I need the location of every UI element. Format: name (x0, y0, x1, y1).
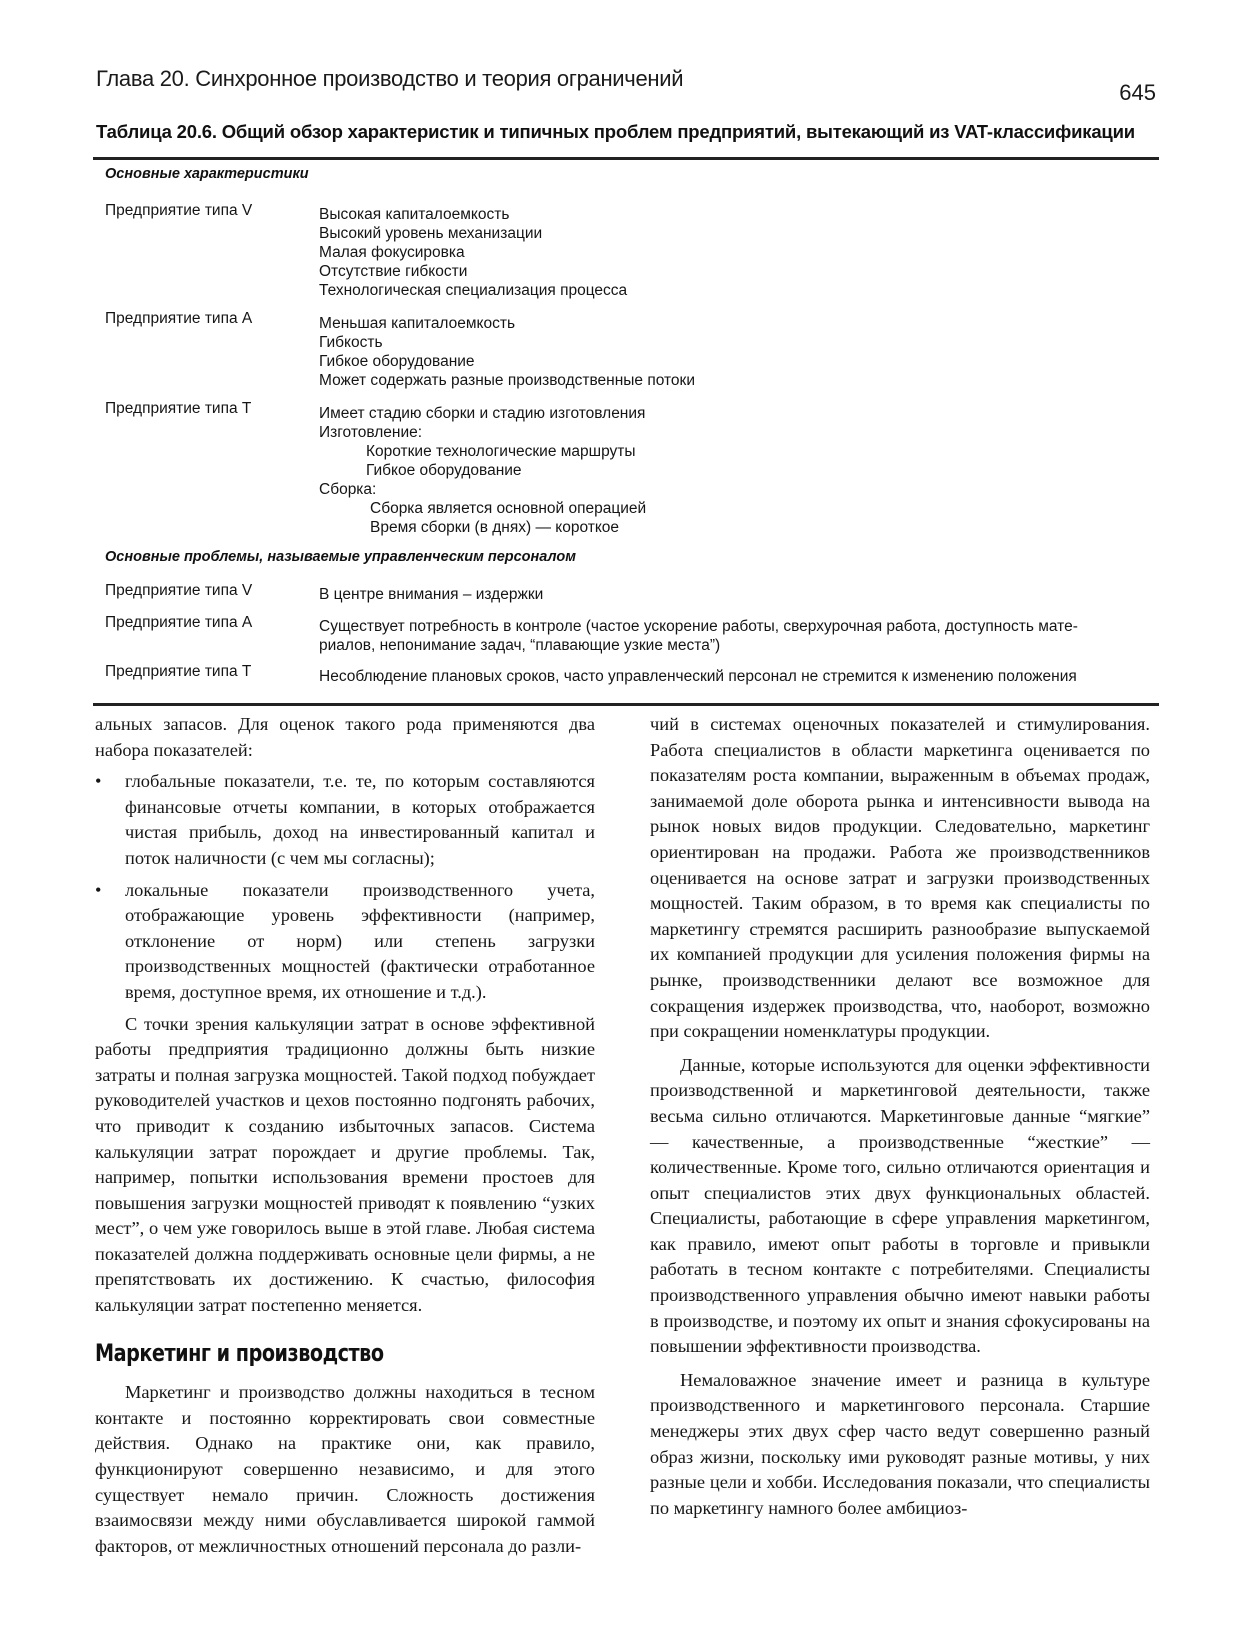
table-line: Время сборки (в днях) — короткое (370, 519, 620, 536)
table-line: Существует потребность в контроле (частое ускорение работы, сверхурочная работа, доступность мате-риалов, непонимание задач, “плавающие узкие места”) (319, 618, 1078, 654)
table-line: Сборка является основной операцией (370, 500, 647, 517)
table-row-body-type-t (319, 667, 1149, 686)
table-line: Высокая капиталоемкость (319, 206, 510, 223)
table-top-rule (93, 157, 1159, 160)
table-line: В центре внимания – издержки (319, 586, 544, 603)
table-row-body-type-t (319, 404, 1149, 537)
bullet-icon: • (95, 879, 102, 900)
table-row-label-type-t: Предприятие типа Т (105, 663, 252, 680)
table-line: Гибкое оборудование (366, 462, 522, 479)
table-row-body-type-a (319, 314, 1149, 390)
table-row-body-type-v (319, 585, 1149, 604)
table-line: Несоблюдение плановых сроков, часто управленческий персонал не стремится к изменению положения (319, 668, 1077, 685)
table-line: Малая фокусировка (319, 244, 465, 261)
table-bottom-rule (93, 703, 1159, 706)
table-line: Гибкость (319, 334, 383, 351)
paragraph: чий в системах оценочных показателей и стимулирования. Работа специалистов в области маркетинга оценивается по показателям роста компании, выраженным в объемах продаж, занимаемой доле оборота рынка и интенсивности вывода на рынок новых видов продукции. Следовательно, маркетинг ориентирован на продажи. Работа же производственников оценивается на основе затрат и загрузки производственных мощностей. Таким образом, в то время как специалисты по маркетингу стремятся расширить разнообразие выпускаемой их компанией продукции для усиления положения фирмы на рынке, производственники делают все возможное для сокращения издержек производства, что, наоборот, возможно при сокращении номенклатуры продукции. (650, 714, 1150, 1042)
right-text-column (650, 712, 1150, 1521)
table-line: Изготовление: (319, 424, 423, 441)
running-head: Глава 20. Синхронное производство и теория ограничений (96, 66, 684, 91)
table-row-label-type-a: Предприятие типа А (105, 614, 253, 631)
paragraph: Данные, которые используются для оценки эффективности производственной и маркетинговой деятельности, также весьма сильно отличаются. Маркетинговые данные “мягкие” — качественные, а производственные “жесткие” — количественные. Кроме того, сильно отличаются ориентация и опыт специалистов этих двух функциональных областей. Специалисты, работающие в сфере управления маркетингом, как правило, имеют опыт работы в торговле и привыкли работать в тесном контакте с потребителями. Специалисты производственного управления обычно имеют навыки работы в производстве, и поэтому их опыт и знания сфокусированы на повышении эффективности производства. (650, 1054, 1150, 1357)
table-line: Отсутствие гибкости (319, 263, 468, 280)
table-caption: Таблица 20.6. Общий обзор характеристик и типичных проблем предприятий, вытекающий из VAT-классификации (96, 121, 1135, 142)
left-text-column (95, 712, 595, 1559)
table-line: Имеет стадию сборки и стадию изготовления (319, 405, 646, 422)
table-section-heading-characteristics: Основные характеристики (105, 166, 309, 182)
section-heading: Маркетинг и производство (95, 1338, 384, 1367)
paragraph: С точки зрения калькуляции затрат в основе эффективной работы предприятия традиционно должны быть низкие затраты и полная загрузка мощностей. Такой подход побуждает руководителей участков и цехов постоянно подгонять рабочих, что приводит к созданию избыточных запасов. Система калькуляции затрат порождает и другие проблемы. Так, например, попытки использования времени простоев для повышения загрузки мощностей приводят к появлению “узких мест”, о чем уже говорилось выше в этой главе. Любая система показателей должна поддерживать основные цели фирмы, а не препятствовать их достижению. К счастью, философия калькуляции затрат постепенно меняется. (95, 1013, 595, 1316)
paragraph: Маркетинг и производство должны находиться в тесном контакте и постоянно корректировать свои совместные действия. Однако на практике они, как правило, функционируют совершенно независимо, и для этого существует немало причин. Сложность достижения взаимосвязи между ними обуславливается широкой гаммой факторов, от межличностных отношений персонала до разли- (95, 1382, 595, 1556)
table-line: Сборка: (319, 481, 377, 498)
table-row-label-type-v: Предприятие типа V (105, 202, 253, 219)
bullet-icon: • (95, 771, 102, 792)
list-item (95, 878, 595, 1006)
paragraph: Немаловажное значение имеет и разница в культуре производственного и маркетингового персонала. Старшие менеджеры этих двух сфер часто ведут совершенно разный образ жизни, поскольку ими руководят разные мотивы, у них разные цели и хобби. Исследования показали, что специалисты по маркетингу намного более амбициоз- (650, 1369, 1150, 1518)
list-item-text: глобальные показатели, т.е. те, по которым составляются финансовые отчеты компании, в которых отображается чистая прибыль, доход на инвестированный капитал и поток наличности (с чем мы согласны); (125, 771, 595, 868)
table-row-label-type-v: Предприятие типа V (105, 582, 253, 599)
table-line: Короткие технологические маршруты (366, 443, 636, 460)
table-line: Гибкое оборудование (319, 353, 475, 370)
page-number: 645 (1119, 80, 1156, 105)
table-row-label-type-t: Предприятие типа Т (105, 400, 252, 417)
table-row-body-type-v (319, 205, 1149, 300)
table-section-heading-problems: Основные проблемы, называемые управленческим персоналом (105, 549, 576, 565)
list-item (95, 769, 595, 871)
table-line: Высокий уровень механизации (319, 225, 543, 242)
bullet-list (95, 769, 595, 1005)
paragraph: альных запасов. Для оценок такого рода применяются два набора показателей: (95, 714, 595, 760)
table-line: Технологическая специализация процесса (319, 282, 628, 299)
table-row-label-type-a: Предприятие типа А (105, 310, 253, 327)
table-line: Может содержать разные производственные потоки (319, 372, 695, 389)
table-line: Меньшая капиталоемкость (319, 315, 516, 332)
list-item-text: локальные показатели производственного учета, отображающие уровень эффективности (например, отклонение от норм) или степень загрузки производственных мощностей (фактически отработанное время, доступное время, их отношение и т.д.). (125, 879, 595, 1002)
table-row-body-type-a (319, 617, 1119, 655)
